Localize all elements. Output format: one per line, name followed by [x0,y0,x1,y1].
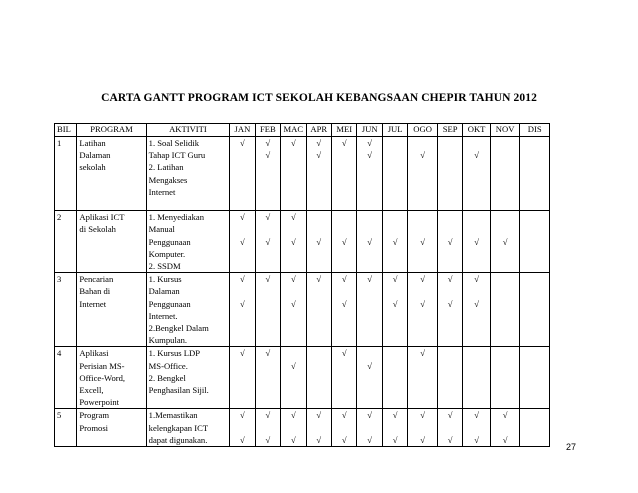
aktiviti-line: MS-Office. [148,360,188,371]
tick-mark: √ [474,434,479,445]
month-cell [357,347,382,409]
month-cell [490,137,520,211]
row-bil: 3 [55,273,77,347]
aktiviti-line: Manual [148,224,175,235]
row-program [77,137,146,211]
month-cell [230,137,255,211]
tick-mark: √ [265,138,271,148]
program-line: Internet [79,298,107,309]
header-sep: SEP [437,124,462,137]
tick-mark: √ [367,274,373,285]
chart-title: CARTA GANTT PROGRAM ICT SEKOLAH KEBANGSAAN CHEPIR TAHUN 2012 [101,92,537,104]
month-cell [408,347,438,409]
table-row [55,409,550,447]
tick-mark: √ [447,298,453,309]
month-cell [357,137,382,211]
aktiviti-line: Dalaman [148,286,180,297]
tick-mark: √ [392,298,398,309]
program-line: Powerpoint [79,397,120,408]
month-cell [490,273,520,347]
aktiviti-line: 2.Bengkel Dalam [148,322,209,333]
month-cell [437,137,462,211]
month-cell [281,273,306,347]
month-cell [408,273,438,347]
month-cell [230,409,255,447]
tick-mark: √ [367,434,373,445]
tick-mark: √ [290,298,296,309]
row-aktiviti [146,211,230,273]
program-line: di Sekolah [79,224,116,235]
tick-mark: √ [240,138,245,148]
tick-mark: √ [420,236,425,247]
month-cell [463,137,491,211]
tick-mark: √ [420,348,425,359]
aktiviti-line: Internet. [148,310,178,321]
month-cell [281,347,306,409]
header-nov: NOV [490,124,520,137]
tick-mark: √ [447,274,453,285]
tick-mark: √ [316,138,322,148]
program-line: Office-Word, [79,372,126,383]
program-line: sekolah [79,162,106,173]
tick-mark: √ [420,410,425,421]
tick-mark: √ [502,410,508,421]
aktiviti-line: dapat digunakan. [148,434,208,445]
aktiviti-line: Komputer. [148,248,186,259]
tick-mark: √ [265,348,271,359]
tick-mark: √ [420,298,425,309]
program-line: Excell, [79,384,104,395]
table-row [55,137,550,211]
month-cell [382,347,407,409]
tick-mark: √ [341,348,347,359]
month-cell [357,273,382,347]
row-aktiviti [146,137,230,211]
row-aktiviti [146,273,230,347]
tick-mark: √ [420,274,425,285]
tick-mark: √ [474,150,479,161]
tick-mark: √ [341,138,347,148]
gantt-table [54,123,550,447]
month-cell [255,137,280,211]
tick-mark: √ [502,434,508,445]
month-cell [306,273,331,347]
tick-mark: √ [290,236,296,247]
tick-mark: √ [290,138,296,148]
header-mei: MEI [331,124,356,137]
month-cell [520,273,550,347]
row-aktiviti [146,347,230,409]
aktiviti-line: Tahap ICT Guru [148,150,206,161]
aktiviti-line: 1.Memastikan [148,410,198,421]
row-bil: 4 [55,347,77,409]
header-jan: JAN [230,124,255,137]
tick-mark: √ [316,410,322,421]
month-cell [331,347,356,409]
month-cell [357,211,382,273]
header-program: PROGRAM [77,124,146,137]
program-line: Promosi [79,422,109,433]
header-feb: FEB [255,124,280,137]
program-line: Latihan [79,138,106,148]
tick-mark: √ [420,150,425,161]
month-cell [306,347,331,409]
month-cell [437,211,462,273]
table-row [55,211,550,273]
tick-mark: √ [341,274,347,285]
month-cell [437,409,462,447]
aktiviti-line: Kumpulan. [148,335,188,346]
aktiviti-line: 1. Menyediakan [148,212,205,223]
tick-mark: √ [502,236,508,247]
tick-mark: √ [316,150,322,161]
aktiviti-line: 2. Latihan [148,162,184,173]
aktiviti-line: Mengakses [148,174,188,185]
row-bil: 5 [55,409,77,447]
tick-mark: √ [392,410,398,421]
tick-mark: √ [290,434,296,445]
row-program [77,273,146,347]
month-cell [382,409,407,447]
header-dis: DIS [520,124,550,137]
month-cell [382,137,407,211]
tick-mark: √ [367,360,373,371]
table-row [55,273,550,347]
month-cell [408,137,438,211]
month-cell [281,137,306,211]
aktiviti-line: 2. SSDM [148,260,181,271]
tick-mark: √ [290,360,296,371]
aktiviti-line: 1. Kursus [148,274,182,285]
month-cell [408,409,438,447]
month-cell [463,409,491,447]
month-cell [357,409,382,447]
tick-mark: √ [367,138,373,148]
program-line: Program [79,410,110,421]
month-cell [463,347,491,409]
tick-mark: √ [392,236,398,247]
header-row [55,124,550,137]
tick-mark: √ [392,434,398,445]
header-apr: APR [306,124,331,137]
aktiviti-line: 2. Bengkel [148,372,186,383]
month-cell [490,211,520,273]
program-line: Aplikasi [79,348,109,359]
tick-mark: √ [474,298,479,309]
header-jul: JUL [382,124,407,137]
row-program [77,347,146,409]
header-jun: JUN [357,124,382,137]
month-cell [331,273,356,347]
page-number: 27 [566,442,577,452]
tick-mark: √ [240,434,245,445]
header-ogo: OGO [408,124,438,137]
tick-mark: √ [240,410,245,421]
month-cell [230,273,255,347]
tick-mark: √ [341,298,347,309]
tick-mark: √ [265,236,271,247]
aktiviti-line: 1. Soal Selidik [148,138,200,148]
month-cell [463,273,491,347]
tick-mark: √ [265,410,271,421]
row-bil: 1 [55,137,77,211]
month-cell [230,211,255,273]
row-program [77,211,146,273]
month-cell [382,211,407,273]
aktiviti-line: 1. Kursus LDP [148,348,200,359]
month-cell [281,211,306,273]
row-bil: 2 [55,211,77,273]
aktiviti-line: Penggunaan [148,236,191,247]
month-cell [281,409,306,447]
gantt-body [55,137,550,447]
month-cell [520,211,550,273]
tick-mark: √ [447,434,453,445]
month-cell [520,347,550,409]
tick-mark: √ [392,274,398,285]
month-cell [255,347,280,409]
month-cell [437,347,462,409]
tick-mark: √ [290,274,296,285]
aktiviti-line: Internet [148,186,176,197]
aktiviti-line: Penggunaan [148,298,191,309]
tick-mark: √ [290,410,296,421]
table-row [55,347,550,409]
header-aktiviti: AKTIVITI [146,124,230,137]
program-line: Aplikasi ICT [79,212,125,223]
month-cell [437,273,462,347]
program-line: Dalaman [79,150,111,161]
row-program [77,409,146,447]
program-line: Perisian MS- [79,360,125,371]
tick-mark: √ [341,410,347,421]
aktiviti-line: kelengkapan ICT [148,422,209,433]
tick-mark: √ [265,150,271,161]
tick-mark: √ [240,274,245,285]
month-cell [331,211,356,273]
month-cell [463,211,491,273]
month-cell [255,211,280,273]
month-cell [255,273,280,347]
tick-mark: √ [474,236,479,247]
tick-mark: √ [367,236,373,247]
month-cell [520,137,550,211]
row-aktiviti [146,409,230,447]
tick-mark: √ [447,410,453,421]
month-cell [520,409,550,447]
tick-mark: √ [290,212,296,223]
month-cell [230,347,255,409]
tick-mark: √ [420,434,425,445]
month-cell [331,409,356,447]
tick-mark: √ [341,236,347,247]
month-cell [490,409,520,447]
month-cell [408,211,438,273]
aktiviti-line: Penghasilan Sijil. [148,384,209,395]
tick-mark: √ [474,410,479,421]
month-cell [306,137,331,211]
tick-mark: √ [265,212,271,223]
month-cell [490,347,520,409]
month-cell [306,409,331,447]
tick-mark: √ [316,274,322,285]
tick-mark: √ [265,434,271,445]
tick-mark: √ [341,434,347,445]
header-okt: OKT [463,124,491,137]
tick-mark: √ [240,236,245,247]
month-cell [382,273,407,347]
month-cell [331,137,356,211]
tick-mark: √ [367,410,373,421]
tick-mark: √ [240,212,245,223]
tick-mark: √ [447,236,453,247]
tick-mark: √ [367,150,373,161]
tick-mark: √ [240,298,245,309]
month-cell [255,409,280,447]
tick-mark: √ [240,348,245,359]
month-cell [306,211,331,273]
tick-mark: √ [316,236,322,247]
program-line: Bahan di [79,286,111,297]
header-bil: BIL [55,124,77,137]
tick-mark: √ [265,274,271,285]
tick-mark: √ [316,434,322,445]
program-line: Pencarian [79,274,114,285]
tick-mark: √ [474,274,479,285]
header-mac: MAC [281,124,306,137]
